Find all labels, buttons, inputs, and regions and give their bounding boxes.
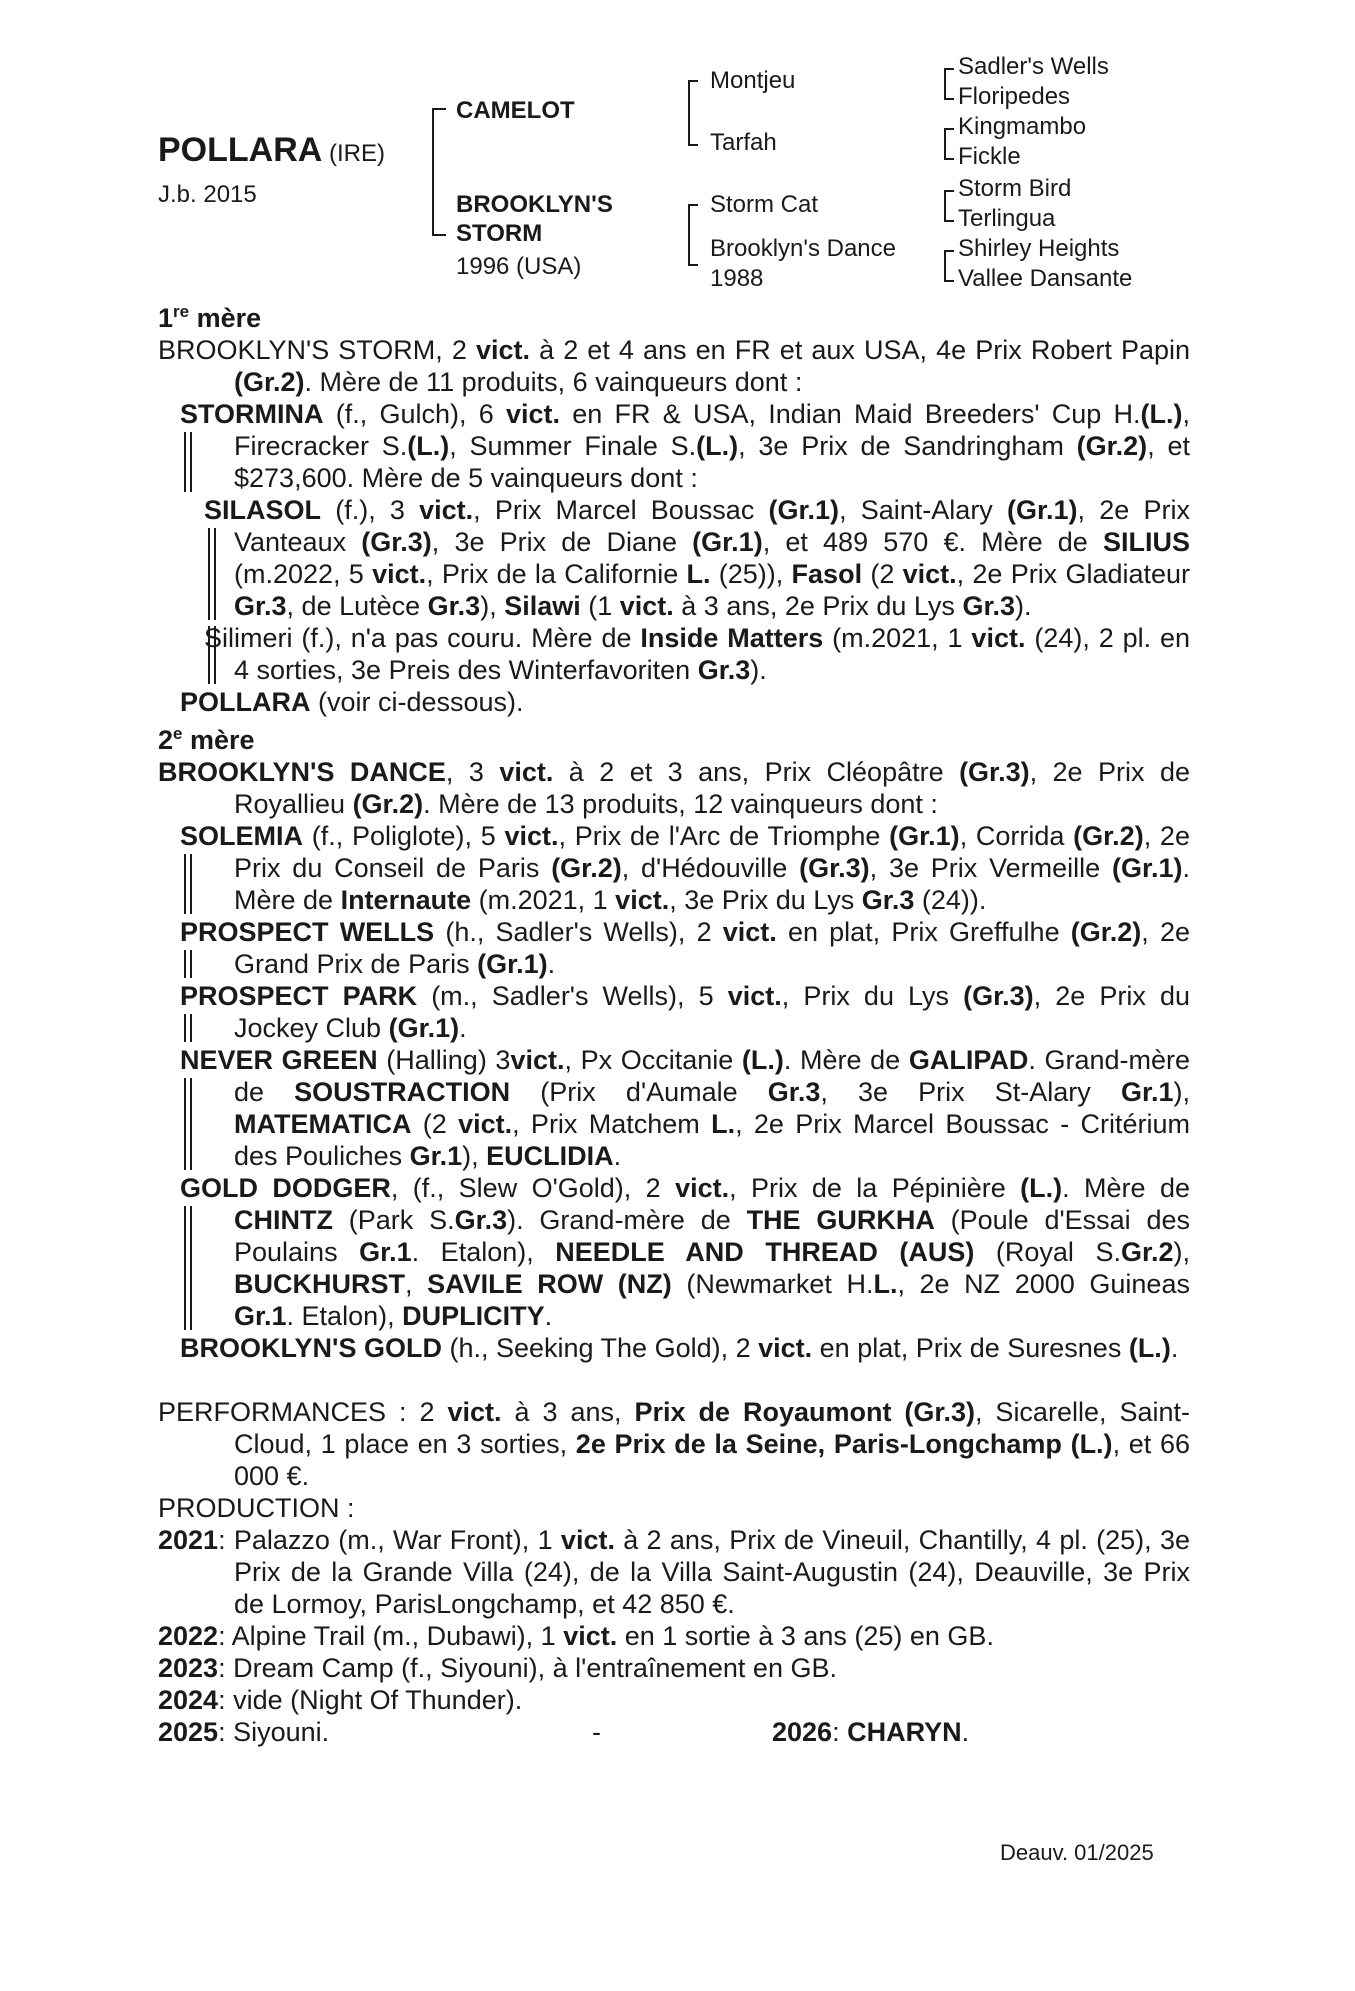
production-final-line [158,1716,1190,1748]
pedigree-bracket [944,68,954,100]
bold-text-run: BUCKHURST [234,1269,405,1299]
heading-number: 2 [158,725,174,755]
text-run: . [544,1301,553,1331]
bold-text-run: STORMINA [180,399,324,429]
bold-text-run: Gr.3 [454,1205,508,1235]
bold-text-run: (Gr.1) [1007,495,1078,525]
text-run: . Mère de 13 produits, 12 vainqueurs dont : [423,789,938,819]
text-run: , 3e Prix du Lys [669,885,862,915]
produce-entry [180,398,1190,494]
bold-text-run: vict. [506,399,561,429]
gen3-item: Vallee Dansante [958,265,1133,292]
text-run: , Prix de la Pépinière [729,1173,1021,1203]
text-run: , 2e Prix du Conseil de Paris [234,821,1190,883]
produce-entry [180,1044,1190,1172]
bold-text-run: vict. [619,591,674,621]
gen3-item: Shirley Heights [958,235,1120,262]
heading-suffix: e [173,724,183,743]
bold-text-run: (L.) [696,431,739,461]
text-run: (f.), 3 [321,495,420,525]
text-run: ). [1014,591,1032,621]
gen3-item: Sadler's Wells [958,53,1109,80]
text-run: , 3e Prix de Sandringham [738,431,1077,461]
text-run: , 2e Prix Vanteaux [234,495,1190,557]
horse-birth: J.b. 2015 [158,181,257,208]
bold-text-run: 2e Prix de la Seine, Paris-Longchamp (L.) [575,1429,1113,1459]
heading-suffix: re [173,302,190,321]
bold-text-run: vict. [727,981,782,1011]
text-run: , 2e NZ 2000 Guineas [897,1269,1190,1299]
text-run: . Etalon), [411,1237,556,1267]
second-dam-heading [158,718,1190,756]
bold-text-run: vict. [504,821,559,851]
text-run: , 3e Prix Vermeille [869,853,1112,883]
gen3-item: Kingmambo [958,113,1087,140]
produce-entry [180,1332,1190,1364]
text-run: , Prix Matchem [512,1109,712,1139]
text-run: , et 66 000 €. [234,1429,1190,1491]
sire-dam: Tarfah [710,129,777,156]
dam-sire: Storm Cat [710,191,819,218]
bold-text-run: (L.) [1128,1333,1171,1363]
text-run: . Etalon), [286,1301,403,1331]
text-run: , Summer Finale S. [449,431,697,461]
bold-text-run: Fasol [791,559,863,589]
bold-text-run: vict. [372,559,427,589]
produce-entry [180,916,1190,980]
gen3-item: Fickle [958,143,1021,170]
text-run: ), [1173,1077,1190,1107]
bold-text-run: Gr.1 [359,1237,412,1267]
grand-produce-entry [204,622,1190,686]
bold-text-run: (Gr.1) [889,821,960,851]
bold-text-run: (Gr.1) [388,1013,460,1043]
dam-name-line2: STORM [456,220,543,247]
grand-produce-entry [204,494,1190,622]
bold-text-run: (Gr.1) [768,495,840,525]
bold-text-run: Inside Matters [640,623,824,653]
text-run: à 3 ans, [501,1397,635,1427]
text-run: BROOKLYN'S STORM, 2 [158,335,476,365]
production-list [158,1524,1190,1716]
bold-text-run: Gr.3 [861,885,915,915]
text-run: à 2 ans, Prix de Vineuil, Chantilly, 4 pl. (25), 3e Prix de la Grande Villa (24), de la Villa Saint-Augustin (24), Deauville, 3e Prix de Lormoy, ParisLongchamp, et 42 850 €. [234,1525,1190,1619]
text-run: , Px Occitanie [564,1045,742,1075]
bold-text-run: SAVILE ROW (NZ) [427,1269,672,1299]
bold-text-run: Gr.3 [234,591,287,621]
text-run: PERFORMANCES : 2 [158,1397,448,1427]
text-run: ), [480,591,505,621]
bold-text-run: vict. [722,917,777,947]
production-2026 [772,1716,969,1748]
bold-text-run: (Gr.1) [692,527,763,557]
pedigree-bracket [432,108,446,236]
text-run: ). Grand-mère de [507,1205,747,1235]
bold-text-run: Gr.3 [962,591,1015,621]
pedigree-table [0,0,1355,300]
text-run: , Corrida [959,821,1074,851]
bold-text-run: (Gr.3) [963,981,1034,1011]
bold-text-run: L. [711,1109,736,1139]
text-run: (f., Poliglote), 5 [303,821,505,851]
bold-text-run: BROOKLYN'S GOLD [180,1333,442,1363]
production-year-entry [158,1524,1190,1620]
performances [158,1396,1190,1492]
produce-entry [180,686,1190,718]
bold-text-run: Gr.2 [1120,1237,1174,1267]
text-run: , Prix Marcel Boussac [473,495,769,525]
text-run: (h., Seeking The Gold), 2 [441,1333,759,1363]
bold-text-run: Gr.1 [234,1301,287,1331]
text-run: , et 489 570 €. Mère de [762,527,1103,557]
spacer [158,1364,1190,1396]
text-run: (2 [411,1109,459,1139]
year-label: 2023 [158,1653,219,1683]
dam-dam-year: 1988 [710,265,764,292]
pedigree-bracket [944,128,954,160]
bold-text-run: (L.) [407,431,450,461]
bold-text-run: THE GURKHA [746,1205,935,1235]
gen3-item: Terlingua [958,205,1056,232]
text-run: , 2e Grand Prix de Paris [234,917,1190,979]
text-run: (24), 2 pl. en 4 sorties, 3e Preis des Winterfavoriten [234,623,1190,685]
production-year-entry [158,1620,1190,1652]
bold-text-run: (Gr.1) [477,949,548,979]
production-year-entry [158,1652,1190,1684]
dam-entry [158,334,1190,398]
bold-text-run: vict. [563,1621,618,1651]
text-run: (Park S. [332,1205,455,1235]
text-run: : Palazzo (m., War Front), 1 [218,1525,561,1555]
bold-text-run: CHINTZ [234,1205,333,1235]
year-end: . [961,1717,970,1747]
second-dam-entries [158,756,1190,1364]
text-run: (Prix d'Aumale [510,1077,768,1107]
bold-text-run: (L.) [1020,1173,1063,1203]
heading-word: mère [190,725,255,755]
bold-text-run: (Gr.3) [799,853,870,883]
bold-text-run: BROOKLYN'S DANCE [158,757,446,787]
text-run: , et $273,600. Mère de 5 vainqueurs dont : [234,431,1190,493]
bold-text-run: PROSPECT WELLS [180,917,435,947]
text-run: , Firecracker S. [234,399,1191,461]
bold-text-run: vict. [615,885,670,915]
text-run: . [547,949,556,979]
bold-text-run: Gr.3 [697,655,751,685]
text-run: . Mère de [783,1045,909,1075]
text-run: . [459,1013,467,1043]
production-title: PRODUCTION : [158,1493,355,1523]
text-run: (f., Gulch), 6 [323,399,506,429]
heading-word: mère [196,303,262,333]
year-label: 2025 [158,1717,219,1747]
text-run: Silimeri (f.), n'a pas couru. Mère de [204,623,641,653]
bold-text-run: L. [686,559,711,589]
text-run: , 3e Prix de Diane [431,527,693,557]
text-run: (m., Sadler's Wells), 5 [417,981,728,1011]
text-run: (2 [862,559,903,589]
bold-text-run: SOLEMIA [180,821,304,851]
production-2025 [158,1716,329,1748]
text-run: à 2 et 4 ans en FR et aux USA, 4e Prix Robert Papin [530,335,1190,365]
bold-text-run: (Gr.2) [551,853,622,883]
text-run: ). [750,655,767,685]
text-run: (h., Sadler's Wells), 2 [434,917,723,947]
gen3-item: Storm Bird [958,175,1072,202]
horse-origin: (IRE) [329,140,385,167]
bold-text-run: Gr.1 [409,1141,463,1171]
text-run: (1 [580,591,620,621]
bold-text-run: (Gr.3) [959,757,1030,787]
text-run: , 2e Prix du Jockey Club [234,981,1190,1043]
text-run: . Mère de 11 produits, 6 vainqueurs dont : [304,367,803,397]
year-label: 2026 [772,1717,833,1747]
bold-text-run: GOLD DODGER [180,1173,391,1203]
text-run: (Poule d'Essai des Poulains [234,1205,1190,1267]
text-run: , Sicarelle, Saint-Cloud, 1 place en 3 sorties, [234,1397,1190,1459]
heading-number: 1 [158,303,174,333]
sire-name: CAMELOT [456,97,575,124]
text-run: , Prix du Lys [781,981,964,1011]
dam-dam: Brooklyn's Dance [710,235,896,262]
text-run: (Newmarket H. [671,1269,874,1299]
bold-text-run: vict. [560,1525,615,1555]
bold-text-run: vict. [475,335,531,365]
horse-name: POLLARA [158,131,323,169]
text-run: ), [462,1141,487,1171]
pedigree-bracket [688,80,698,146]
bold-text-run: NEVER GREEN [180,1045,378,1075]
dam-line-text [158,296,1190,1748]
bold-text-run: SOUSTRACTION [294,1077,511,1107]
text-run: (m.2021, 1 [823,623,972,653]
bold-text-run: GALIPAD [908,1045,1029,1075]
bold-text-run: NEEDLE AND THREAD (AUS) [555,1237,975,1267]
text-run: , 2e Prix Gladiateur [956,559,1191,589]
text-run: en 1 sortie à 3 ans (25) en GB. [617,1621,994,1651]
bold-text-run: (L.) [1140,399,1183,429]
bold-text-run: vict. [458,1109,513,1139]
bold-text-run: (Gr.1) [1111,853,1183,883]
text-run: (Halling) 3 [377,1045,511,1075]
text-run: en plat, Prix de Suresnes [812,1333,1129,1363]
produce-entry [180,820,1190,916]
year-label: 2022 [158,1621,219,1651]
bold-text-run: Internaute [340,885,472,915]
bold-text-run: (Gr.2) [352,789,424,819]
bold-text-run: (Gr.2) [1070,917,1142,947]
text-run: , 2e Prix de Royallieu [234,757,1190,819]
bold-text-run: (Gr.2) [234,367,305,397]
text-run: (m.2021, 1 [471,885,616,915]
first-dam-heading [158,296,1190,334]
text-run: , 2e Prix Marcel Boussac - Critérium des Pouliches [234,1109,1190,1171]
text-run: (24)). [914,885,987,915]
text-run: , 3 [445,757,500,787]
bold-text-run: (L.) [741,1045,784,1075]
text-run: ), [1173,1237,1190,1267]
bold-text-run: Silawi [504,591,581,621]
pedigree-bracket [944,250,954,282]
text-run: en FR & USA, Indian Maid Breeders' Cup H. [560,399,1141,429]
produce-entry [180,980,1190,1044]
bold-text-run: Prix de Royaumont (Gr.3) [634,1397,975,1427]
bold-text-run: SILASOL [204,495,322,525]
pedigree-bracket [688,204,698,266]
text-run: . [613,1141,622,1171]
bold-text-run: PROSPECT PARK [180,981,418,1011]
text-run: (25)), [710,559,792,589]
bold-text-run: (Gr.2) [1076,431,1148,461]
bold-text-run: Gr.3 [427,591,481,621]
dam-entry [158,756,1190,820]
text-run: , d'Hédouville [621,853,800,883]
bold-text-run: vict. [675,1173,730,1203]
bold-text-run: vict. [419,495,474,525]
text-run: . Mère de [1062,1173,1190,1203]
produce-entry [180,1172,1190,1332]
catalogue-footer: Deauv. 01/2025 [1000,1840,1154,1865]
text-run: (Royal S. [974,1237,1121,1267]
year-label: 2024 [158,1685,219,1715]
text-run: (m.2022, 5 [234,559,373,589]
dam-detail: 1996 (USA) [456,253,582,280]
gen3-item: Floripedes [958,83,1071,110]
text-run: . [1170,1333,1179,1363]
bold-text-run: (Gr.3) [361,527,432,557]
foal-name: CHARYN [847,1717,962,1747]
bold-text-run: L. [873,1269,898,1299]
bold-text-run: vict. [971,623,1026,653]
year-colon: : [832,1717,848,1747]
bold-text-run: MATEMATICA [234,1109,412,1139]
text-run: à 3 ans, 2e Prix du Lys [673,591,963,621]
bold-text-run: Gr.3 [767,1077,821,1107]
text-run: , (f., Slew O'Gold), 2 [390,1173,676,1203]
bold-text-run: vict. [758,1333,813,1363]
text-run: : Dream Camp (f., Siyouni), à l'entraînement en GB. [218,1653,837,1683]
bold-text-run: Gr.1 [1120,1077,1174,1107]
dam-name-line1: BROOKLYN'S [456,191,613,218]
bold-text-run: vict. [447,1397,502,1427]
text-run: , Prix de la Californie [426,559,687,589]
year-label: 2021 [158,1525,219,1555]
text-run: , Prix de l'Arc de Triomphe [558,821,890,851]
text-run: (voir ci-dessous). [310,687,524,717]
bold-text-run: vict. [902,559,957,589]
bold-text-run: POLLARA [180,687,311,717]
production-year-entry [158,1684,1190,1716]
bold-text-run: DUPLICITY [402,1301,545,1331]
year-text: : Siyouni. [218,1717,330,1747]
text-run: , de Lutèce [286,591,428,621]
bold-text-run: EUCLIDIA [486,1141,614,1171]
bold-text-run: (Gr.2) [1073,821,1144,851]
text-run: à 2 et 3 ans, Prix Cléopâtre [553,757,960,787]
text-run: . Grand-mère de [234,1045,1190,1107]
bold-text-run: SILIUS [1102,527,1190,557]
horse-title [158,131,385,169]
text-run: : vide (Night Of Thunder). [218,1685,523,1715]
bold-text-run: vict. [499,757,554,787]
text-run: , Saint-Alary [839,495,1008,525]
text-run: en plat, Prix Greffulhe [776,917,1071,947]
pedigree-bracket [944,190,954,222]
bold-text-run: vict. [510,1045,565,1075]
text-run: : Alpine Trail (m., Dubawi), 1 [218,1621,564,1651]
separator-dash: - [592,1717,601,1747]
text-run: , 3e Prix St-Alary [820,1077,1121,1107]
text-run: , [405,1269,428,1299]
first-dam-entries [158,334,1190,718]
text-run: . Mère de [234,853,1190,915]
sire-sire: Montjeu [710,67,796,94]
